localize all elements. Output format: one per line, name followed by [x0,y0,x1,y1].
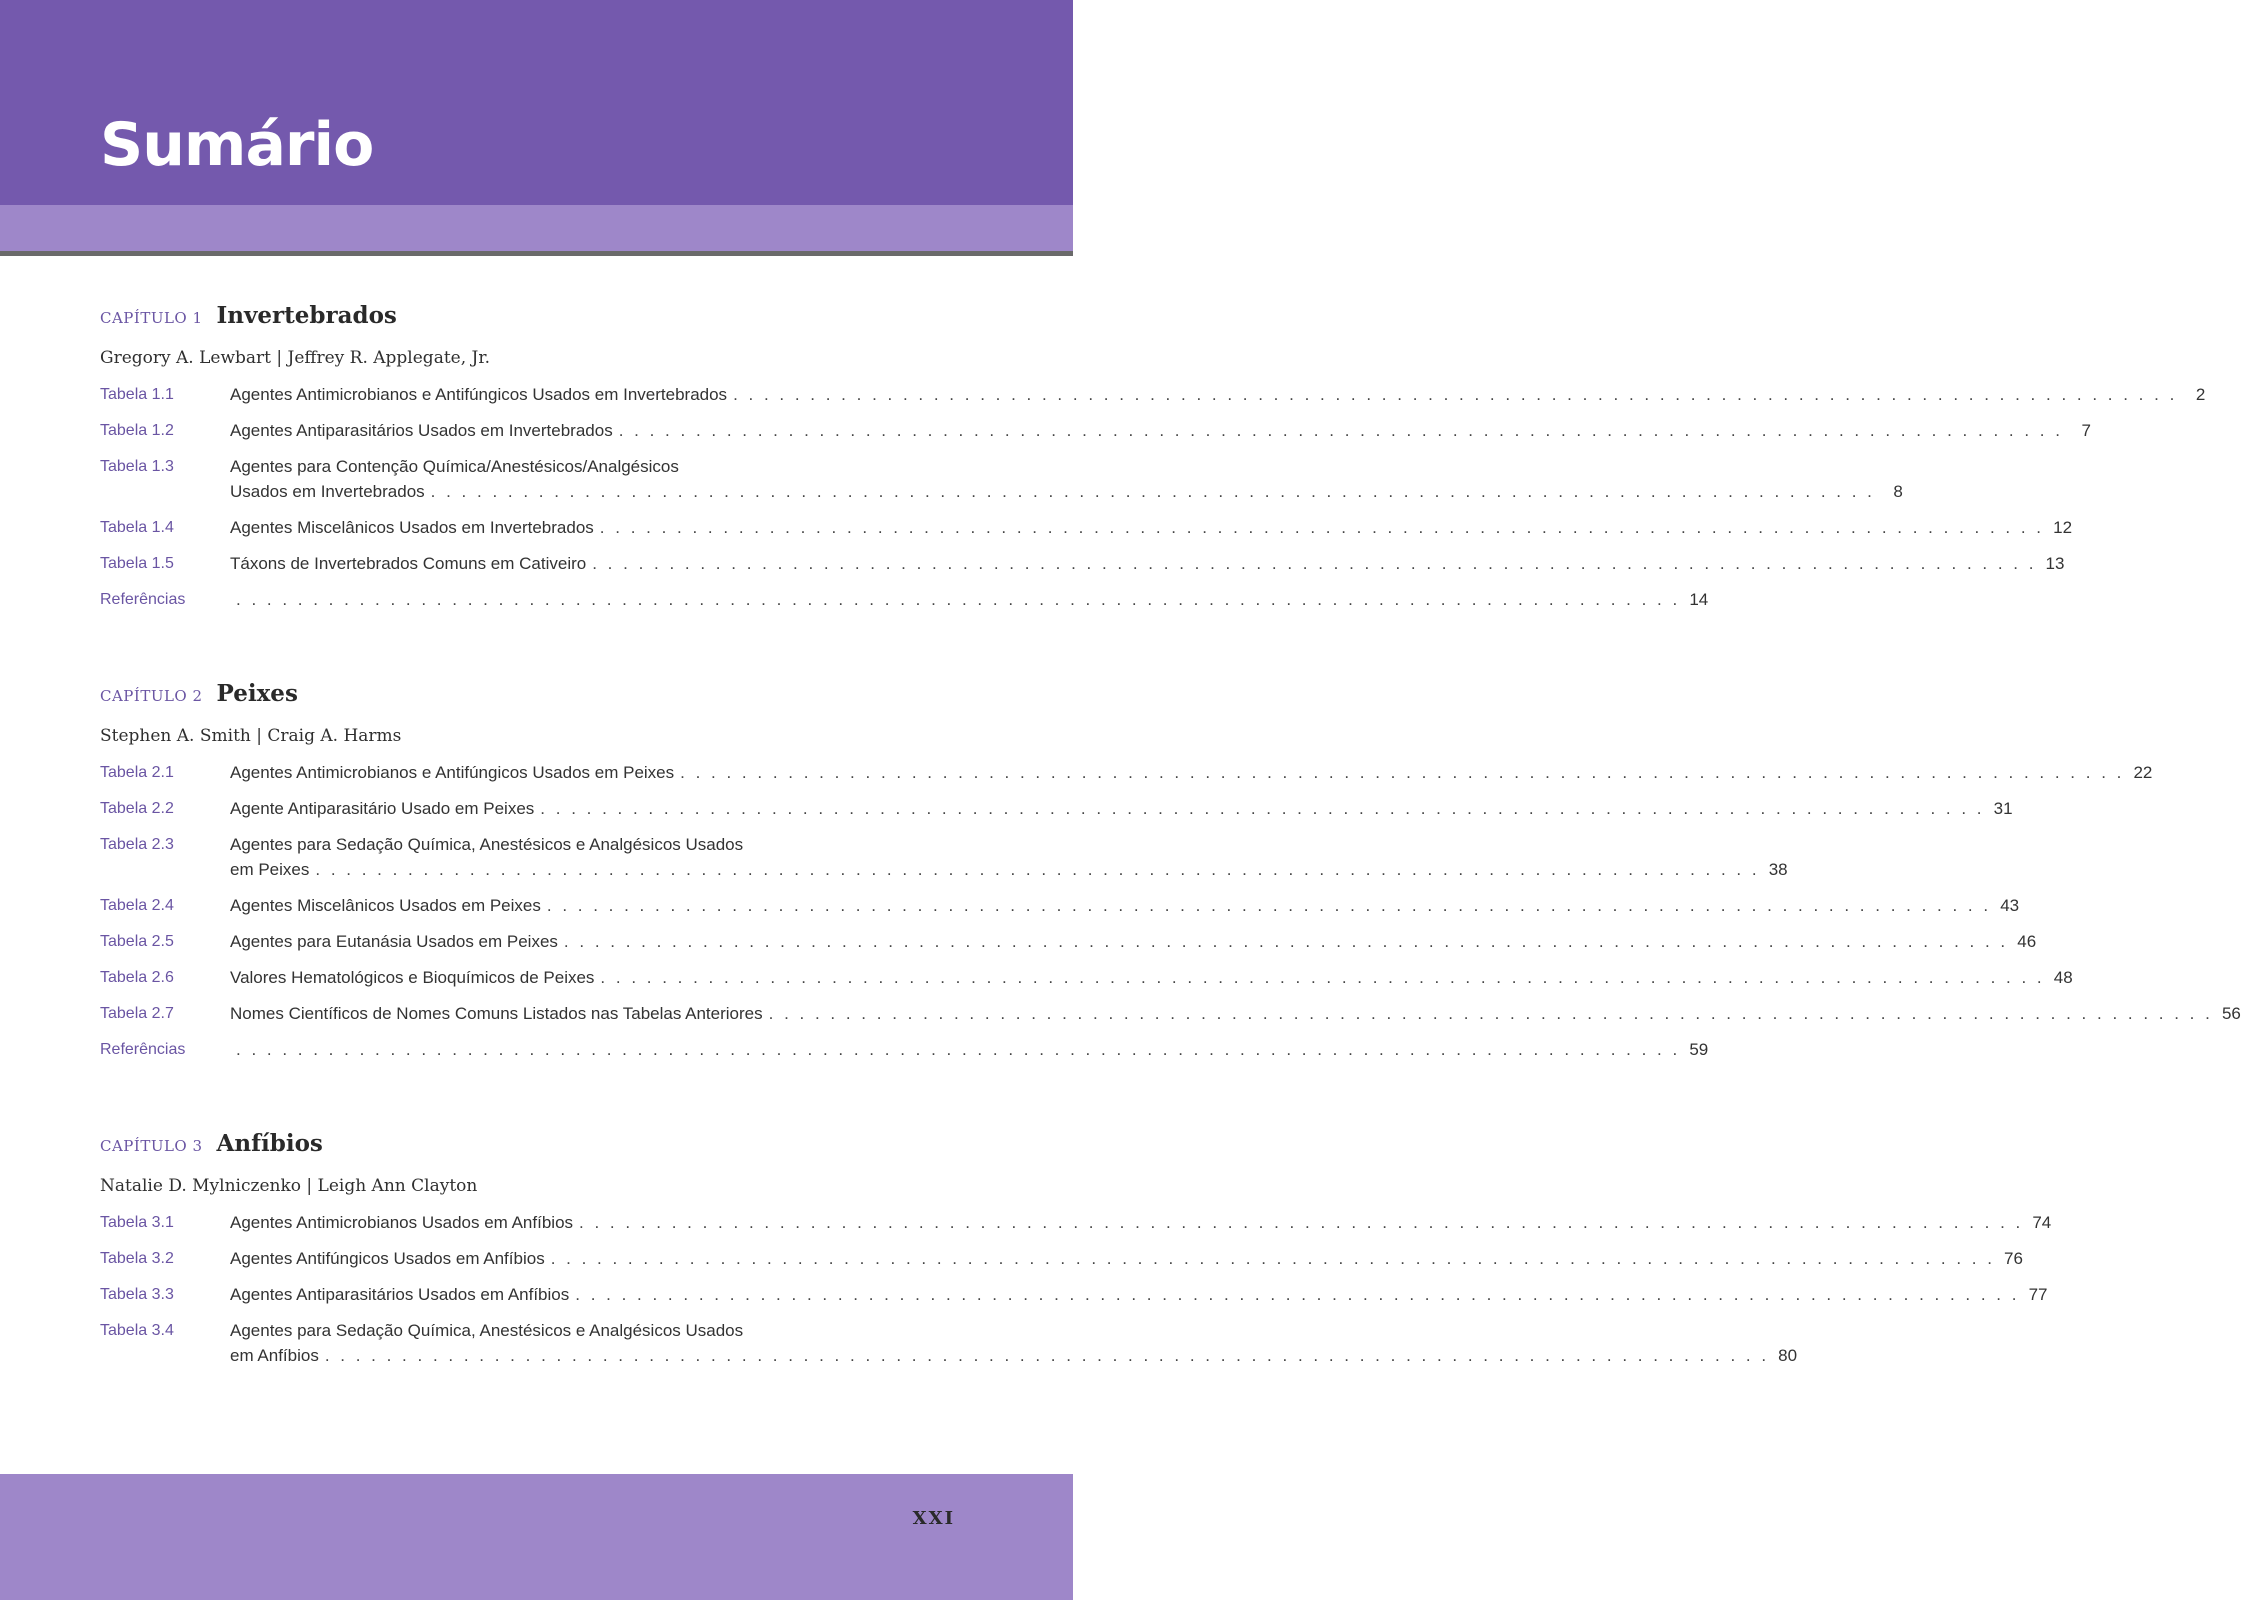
toc-entry-page: 59 [1689,1040,1709,1059]
dot-leader [733,382,2177,407]
toc-entry[interactable] [100,1318,1798,1368]
toc-entry-page: 38 [1768,860,1788,879]
toc-entry-title: Agentes Antimicrobianos e Antifúngicos Usados em Invertebrados [230,385,728,404]
page-number: XXI [912,1508,955,1529]
toc-entry-title: Agentes Antifúngicos Usados em Anfíbios [230,1249,545,1268]
toc-entry-page: 31 [1993,799,2013,818]
toc-entry-title: Táxons de Invertebrados Comuns em Cativeiro [230,554,587,573]
toc-entry-title: Agentes para Eutanásia Usados em Peixes [230,932,558,951]
toc-entry-label: Tabela 2.2 [100,800,174,817]
chapter-authors: Stephen A. Smith | Craig A. Harms [100,726,402,746]
dot-leader [769,1001,2213,1026]
toc-entry-page: 76 [2004,1249,2023,1268]
toc-entry[interactable] [100,551,2065,576]
toc-entry-body [230,454,1903,504]
toc-entry-page: 77 [2028,1285,2048,1304]
toc-entry-label: Tabela 1.1 [100,386,174,403]
toc-entry-line [230,515,2072,540]
toc-entry-label: Tabela 1.4 [100,519,174,536]
toc-entry-body [230,929,2036,954]
dot-leader [600,965,2044,990]
toc-entry-title: Agentes Antimicrobianos Usados em Anfíbios [230,1213,574,1232]
toc-entry-label: Tabela 3.2 [100,1250,174,1267]
chapter-section [100,1130,2052,1379]
toc-entry-line [230,965,2073,990]
toc-entry[interactable] [100,832,1788,882]
toc-entry[interactable] [100,454,1903,504]
toc-entry-label: Tabela 2.5 [100,933,174,950]
toc-entry-title: em Anfíbios [230,1346,319,1365]
header-band [0,205,1073,251]
toc-entry-page: 13 [2045,554,2065,573]
toc-entry-body [230,893,2019,918]
toc-entry-body [230,1001,2241,1026]
dot-leader [619,418,2063,443]
toc-entry-title: Agentes Antimicrobianos e Antifúngicos Usados em Peixes [230,763,675,782]
toc-entry-line [230,893,2019,918]
toc-entry[interactable] [100,929,2037,954]
toc-entry-line [230,1210,2051,1235]
toc-entry-line [230,479,1903,504]
toc-entry-line [230,418,2091,443]
toc-entry-page: 14 [1689,590,1709,609]
toc-entry-label: Tabela 3.3 [100,1286,174,1303]
toc-entry-body [230,515,2072,540]
toc-entry-line [230,1037,1708,1062]
toc-entry-body [230,1037,1708,1062]
toc-entry-line [230,760,2152,785]
chapter-heading [100,680,980,720]
toc-entry-line [230,1282,2047,1307]
toc-entry-body [230,1282,2047,1307]
toc-entry-title-line: Agentes para Sedação Química, Anestésicos e Analgésicos Usados [230,1321,744,1340]
toc-entry[interactable] [100,1037,1709,1062]
toc-entry[interactable] [100,893,2020,918]
toc-entry[interactable] [100,796,2013,821]
chapter-label: CAPÍTULO 3 [100,1137,203,1155]
toc-entry-body [230,965,2073,990]
chapter-authors: Natalie D. Mylniczenko | Leigh Ann Clayton [100,1176,478,1196]
toc-entry-title: Agentes Antiparasitários Usados em Invertebrados [230,421,613,440]
toc-entry-label: Tabela 2.6 [100,969,174,986]
dot-leader [592,551,2036,576]
toc-entry-body [230,418,2091,443]
toc-entry-line [230,1001,2241,1026]
toc-entry-line [230,796,2013,821]
toc-entry-title-line: Agentes para Sedação Química, Anestésicos e Analgésicos Usados [230,835,744,854]
chapter-section [100,680,2241,1073]
toc-entry-title: Agentes Antiparasitários Usados em Anfíbios [230,1285,570,1304]
toc-entry-title: em Peixes [230,860,310,879]
dot-leader [564,929,2008,954]
toc-entry-body [230,382,2205,407]
toc-entry-label: Tabela 2.1 [100,764,174,781]
toc-entry-page: 12 [2053,518,2073,537]
toc-entry-body [230,1210,2051,1235]
toc-entry-page: 80 [1778,1346,1798,1365]
toc-entry-label: Referências [100,1041,186,1058]
dot-leader [315,857,1759,882]
toc-entry[interactable] [100,418,2091,443]
toc-entry-line [230,551,2064,576]
toc-entry-label: Tabela 1.2 [100,422,174,439]
chapter-section [100,302,2206,623]
toc-entry-body [230,760,2152,785]
toc-entry-body [230,1318,1797,1368]
dot-leader [325,1343,1769,1368]
chapter-name: Invertebrados [216,302,397,329]
toc-entry[interactable] [100,587,1709,612]
dot-leader [236,587,1680,612]
toc-entry-label: Referências [100,591,186,608]
toc-entry-title-line: Agentes para Contenção Química/Anestésicos/Analgésicos [230,457,679,476]
dot-leader [236,1037,1680,1062]
dot-leader [680,760,2124,785]
toc-entry-label: Tabela 1.5 [100,555,174,572]
dot-leader [551,1246,1995,1271]
dot-leader [540,796,1984,821]
toc-entry-line [230,382,2205,407]
footer-band [0,1474,1073,1600]
toc-entry-page: 2 [2195,385,2206,404]
toc-entry-line [230,587,1708,612]
toc-entry-body [230,1246,2023,1271]
chapter-authors: Gregory A. Lewbart | Jeffrey R. Applegate, Jr. [100,348,491,368]
toc-entry-page: 74 [2032,1213,2052,1232]
chapter-heading [100,302,980,342]
toc-entry[interactable] [100,382,2206,407]
dot-leader [600,515,2044,540]
toc-entry[interactable] [100,1210,2052,1235]
header-banner [0,0,1073,205]
toc-entry[interactable] [100,515,2073,540]
toc-entry-label: Tabela 2.4 [100,897,174,914]
toc-entry-title: Agentes Miscelânicos Usados em Invertebrados [230,518,594,537]
toc-entry-page: 7 [2081,421,2091,440]
toc-entry-label: Tabela 2.7 [100,1005,174,1022]
toc-entry-body [230,832,1788,882]
toc-entry-title: Agentes Miscelânicos Usados em Peixes [230,896,541,915]
toc-entry-title: Usados em Invertebrados [230,482,425,501]
chapter-heading [100,1130,980,1170]
toc-entry-page: 8 [1893,482,1903,501]
toc-entry-label: Tabela 3.1 [100,1214,174,1231]
toc-entry[interactable] [100,1246,2023,1271]
toc-entry-label: Tabela 3.4 [100,1322,174,1339]
toc-entry-line [230,929,2036,954]
toc-entry-body [230,587,1708,612]
toc-entry-line [230,1246,2023,1271]
toc-entry-page: 46 [2017,932,2037,951]
chapter-name: Peixes [216,680,298,707]
chapter-name: Anfíbios [216,1130,323,1157]
toc-entry[interactable] [100,760,2153,785]
toc-entry[interactable] [100,965,2073,990]
dot-leader [579,1210,2023,1235]
toc-entry-line [230,857,1788,882]
toc-entry-line [230,1343,1797,1368]
header-divider [0,251,1073,256]
toc-entry[interactable] [100,1001,2241,1026]
chapter-label: CAPÍTULO 1 [100,309,203,327]
toc-entry[interactable] [100,1282,2048,1307]
dot-leader [575,1282,2019,1307]
dot-leader [431,479,1875,504]
toc-entry-page: 43 [2000,896,2020,915]
toc-entry-page: 56 [2221,1004,2241,1023]
dot-leader [547,893,1991,918]
toc-entry-title: Nomes Científicos de Nomes Comuns Listados nas Tabelas Anteriores [230,1004,763,1023]
toc-entry-title: Agente Antiparasitário Usado em Peixes [230,799,535,818]
toc-entry-title: Valores Hematológicos e Bioquímicos de Peixes [230,968,595,987]
toc-entry-page: 48 [2053,968,2073,987]
chapter-label: CAPÍTULO 2 [100,687,203,705]
toc-entry-label: Tabela 1.3 [100,458,174,475]
toc-entry-label: Tabela 2.3 [100,836,174,853]
toc-entry-page: 22 [2133,763,2153,782]
toc-entry-body [230,551,2064,576]
toc-entry-body [230,796,2013,821]
page-title: Sumário [100,110,374,180]
